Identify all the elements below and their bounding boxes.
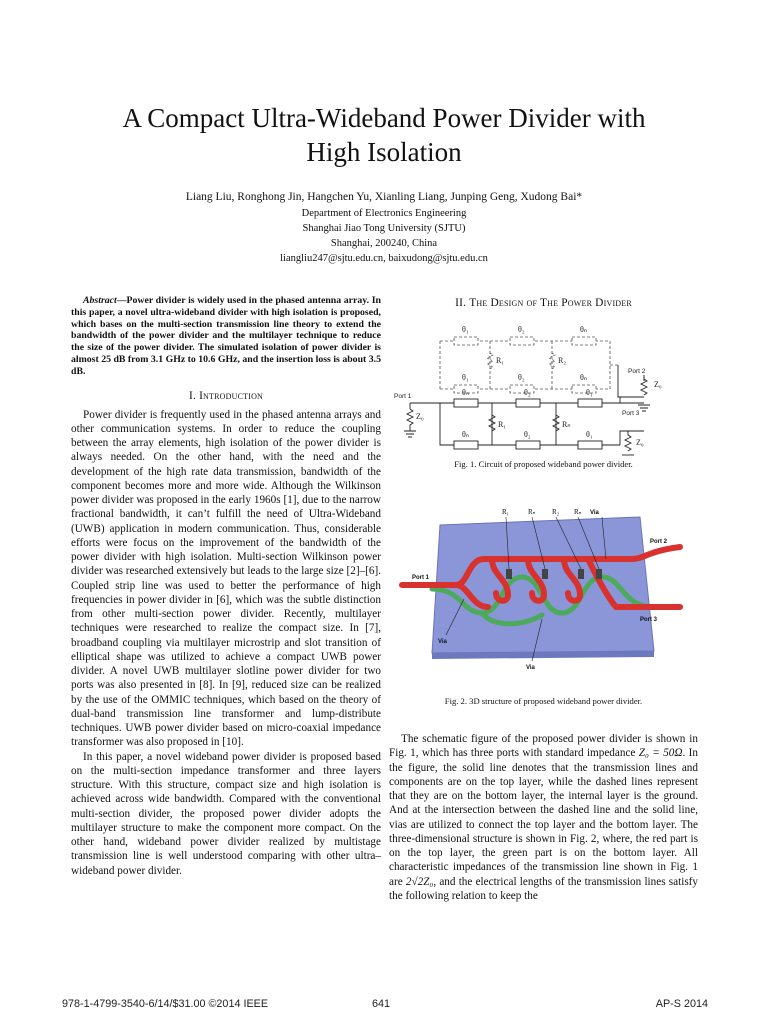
label-r1-dashed: R₁ (496, 356, 505, 365)
design-text-part-3: , and the electrical lengths of the transmission lines satisfy the following relation to keep the (389, 875, 698, 902)
intro-paragraph-2: In this paper, a novel wideband power divider is proposed based on the multi-section impedance transformer and three layers structure. With this structure, compact size and high isolation is achieved across wide bandwidth. Compared with the conventional multi-section divider, the proposed power divider adopts the multilayer structure to make the component more compact. On the other hand, wideband power divider realized by multistage transmission line is well understood comparing with other ultra–wideband power divider. (71, 750, 381, 877)
label-r2-dashed: R₂ (558, 356, 567, 365)
label-thetan-top: θₙ (580, 325, 588, 334)
paper-title (60, 101, 708, 169)
fig2-label-port3: Port 3 (640, 617, 658, 623)
resistor-rn-2 (596, 569, 602, 579)
label-theta1-top: θ₁ (462, 325, 469, 334)
label-rn-solid: Rₙ (562, 420, 571, 429)
label-z0-port1: Z₀ (416, 412, 424, 421)
fig2-label-port1: Port 1 (412, 575, 430, 581)
fig2-label-via-left: Via (438, 639, 447, 645)
footer-conference: AP-S 2014 (655, 998, 708, 1010)
label-thetan-lower: θₙ (462, 430, 470, 439)
tline-solid-thetan-lower (454, 441, 478, 449)
label-z0-port3: Z₀ (636, 438, 644, 447)
label-r1-solid: R₁ (498, 420, 507, 429)
resistor-rn (542, 569, 548, 579)
port3-impedance (625, 431, 631, 451)
tline-dashed-thetan-top (572, 337, 596, 345)
tline-solid-theta1-upper (578, 399, 602, 407)
footer-page-number: 641 (372, 998, 391, 1010)
section-heading-introduction (71, 389, 381, 404)
tline-solid-theta1-lower (578, 441, 602, 449)
affiliation-department: Department of Electronics Engineering (301, 208, 467, 219)
intro-paragraph-1: Power divider is frequently used in the phased antenna arrays and other communication systems. In order to reduce the coupling between the array elements, high isolation of the power divider is always needed. On the other hand, with the need and the development of the high rate data transmission, bandwidth of the component becomes more and more wide. Although the Wilkinson power divider was proposed in the early 1960s [1], due to the narrow fractional bandwidth, it can’t fulfill the need of Ultra-Wideband (UWB) application in modern communication. Thus, considerable efforts were focus on the improvement of the bandwidth of the power divider with high isolation. Multi-section Wilkinson power divider was researched extensively but leads to the large size [2]–[6]. Coupled strip line was used to better the performance of high frequencies in power divider in [6], which was the subtle distinction from other multi-section power divider. Recently, multilayer techniques were researched to realize the compact size. In [7], broadband coupling via multilayer microstrip and slot transition of elliptical shape was utilized to achieve a compact UWB power divider. A novel UWB multilayer slotline power divider for two ports was also presented in [8]. In [9], reduced size can be realized by the use of the OMMIC techniques, which based on the theory of dual-band transmission line transformer and lump-distribute techniques. UWB power divider based on micro-coaxial impedance transformer was also proposed in [10]. (71, 408, 381, 749)
section-number: II. (455, 297, 467, 309)
footer-copyright: 978-1-4799-3540-6/14/$31.00 ©2014 IEEE (62, 998, 269, 1010)
left-column (71, 295, 381, 878)
label-port2: Port 2 (628, 368, 646, 375)
fig2-label-r2: R₂ (552, 508, 560, 516)
tline-solid-theta2-lower (516, 441, 540, 449)
affiliation-block (60, 206, 708, 266)
ground-icon (638, 405, 650, 411)
equation-z0: Z₀ = 50Ω (638, 747, 683, 760)
label-theta2-top: θ₂ (518, 325, 525, 334)
tline-dashed-theta2-top (510, 337, 534, 345)
title-line-1: A Compact Ultra-Wideband Power Divider with (122, 103, 646, 133)
design-paragraph-1 (389, 732, 698, 903)
right-column (389, 295, 698, 903)
fig2-label-rn: Rₙ (528, 508, 536, 516)
design-text-part-1: The schematic figure of the proposed power divider is shown in Fig. 1, which has three ports with standard impedance (389, 733, 698, 760)
abstract (71, 295, 381, 378)
author-list: Liang Liu, Ronghong Jin, Hangchen Yu, Xianling Liang, Junping Geng, Xudong Bai* (185, 191, 583, 203)
resistor-r1 (506, 569, 512, 579)
section-title: Introduction (199, 389, 264, 402)
fig2-label-r1: R₁ (502, 508, 510, 516)
ground-icon (404, 431, 416, 437)
3d-structure-render (392, 503, 692, 683)
design-text-part-2: . In the figure, the solid line denotes that the transmission lines and components are on the top layer, while the dashed lines represent that they are on the bottom layer, the internal layer is the ground. And at the intersection between the dashed line and the solid line, vias are utilized to connect the top layer and the bottom layer. The three-dimensional structure is shown in Fig. 2, where, the red part is on the top layer, the green part is on the bottom layer. All characteristic impedances of the transmission line shown in Fig. 1 are (389, 747, 698, 888)
affiliation-university: Shanghai Jiao Tong University (SJTU) (302, 223, 466, 234)
figure-1-caption: Fig. 1. Circuit of proposed wideband power divider. (454, 459, 633, 469)
equation-characteristic-impedance: 2√2Z₀ (405, 875, 434, 888)
section-heading-design (389, 296, 698, 311)
label-port3: Port 3 (622, 410, 640, 417)
port1-impedance (407, 409, 413, 431)
figure-2-caption: Fig. 2. 3D structure of proposed wideband power divider. (444, 696, 643, 706)
label-thetan-bottom: θₙ (580, 373, 588, 382)
label-theta2-upper: θ₂ (524, 388, 531, 397)
label-theta2-bottom: θ₂ (518, 373, 525, 382)
figure-1-circuit (392, 321, 692, 456)
resistor-r2 (578, 569, 584, 579)
tline-solid-theta2-upper (516, 399, 540, 407)
abstract-label: Abstract (83, 295, 117, 306)
circuit-diagram (392, 321, 692, 456)
label-theta1-bottom: θ₁ (462, 373, 469, 382)
affiliation-city: Shanghai, 200240, China (330, 238, 438, 249)
label-theta2-lower: θ₂ (524, 430, 531, 439)
label-port1: Port 1 (394, 393, 412, 400)
tline-dashed-theta1-top (454, 337, 478, 345)
port2-impedance (641, 375, 647, 395)
tline-solid-thetan-upper (454, 399, 478, 407)
section-number: I. (188, 389, 196, 402)
label-theta1-lower: θ₁ (586, 430, 593, 439)
title-line-2: High Isolation (306, 137, 462, 167)
section-title: The Design of The Power Divider (469, 297, 632, 309)
fig2-label-via-top: Via (590, 510, 599, 516)
affiliation-emails: liangliu247@sjtu.edu.cn, baixudong@sjtu.edu.cn (280, 253, 488, 264)
fig2-label-via-bottom: Via (526, 665, 535, 671)
fig2-label-port2: Port 2 (650, 539, 668, 545)
label-z0-port2: Z₀ (654, 380, 662, 389)
figure-2-3d-structure (392, 503, 692, 683)
abstract-text: —Power divider is widely used in the phased antenna array. In this paper, a novel ultra-wideband divider with high isolation is proposed, which bases on the multi-section transmission line theory to extend the bandwidth of the power divider and the multilayer technique to reduce the size of the power divider. The simulated isolation of power divider is almost 25 dB from 3.1 GHz to 10.6 GHz, and the insertion loss is about 3.5 dB. (71, 295, 381, 377)
label-theta1-upper: θ₁ (586, 388, 593, 397)
label-thetan-upper: θₙ (462, 388, 470, 397)
fig2-label-rn-2: Rₙ (574, 508, 582, 516)
